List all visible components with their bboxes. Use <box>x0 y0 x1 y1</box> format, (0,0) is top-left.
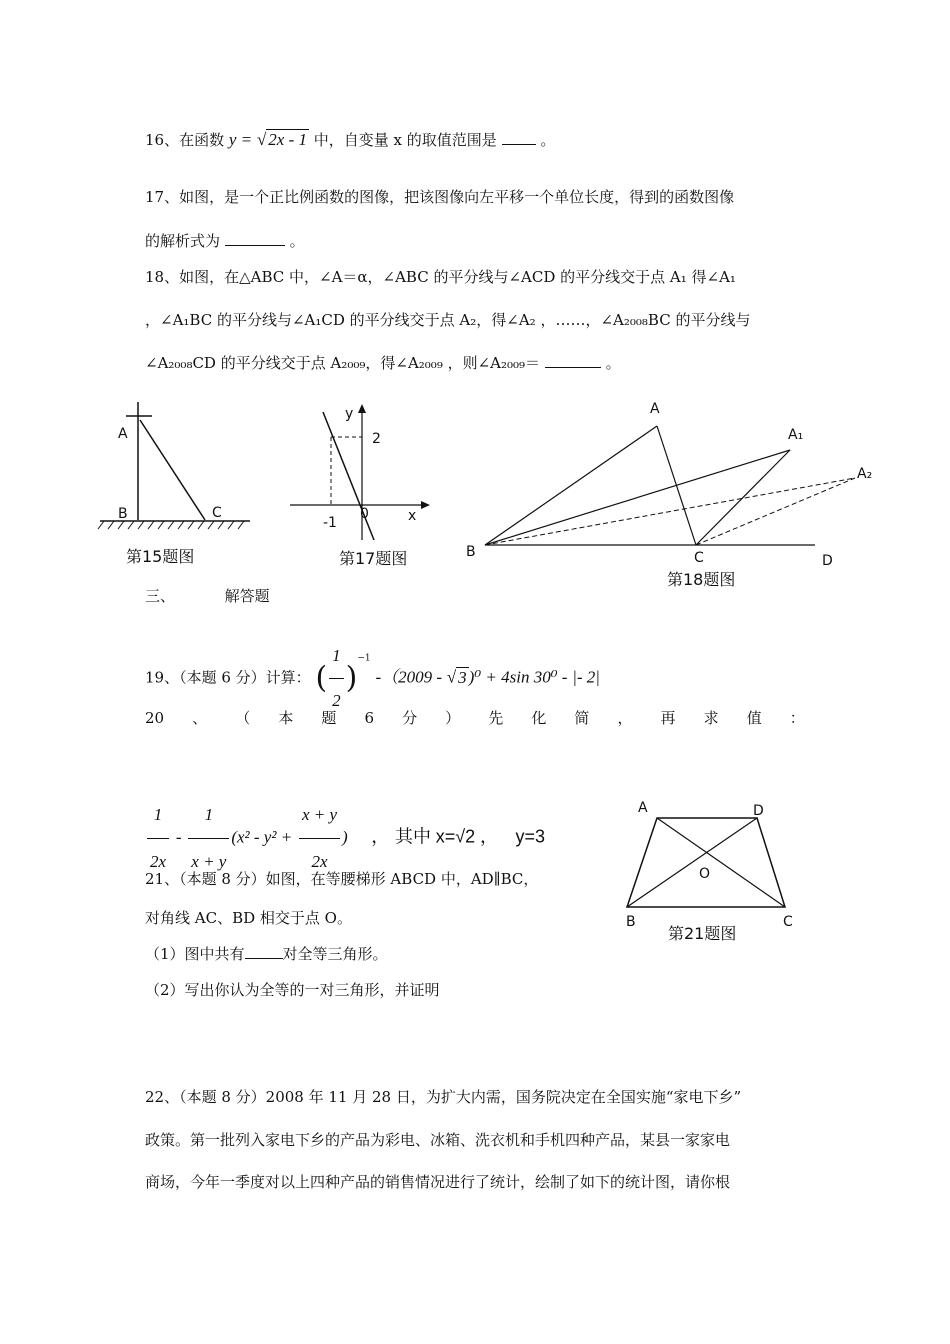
label-a: A <box>118 426 128 442</box>
label-b: B <box>118 506 128 522</box>
radicand: 2x - 1 <box>268 130 307 149</box>
question-21-sub2: （2）写出你认为全等的一对三角形，并证明 <box>145 981 440 999</box>
label-x: x <box>408 508 417 524</box>
question-19: 19、（本题 6 分）计算： ( $\frac{1}{2}$ )$^{-1}$ -（2009 - √ 3 )⁰ + 4sin 30⁰ - |- 2| <box>145 634 600 680</box>
label-b: B <box>626 914 636 930</box>
fig21-caption: 第21题图 <box>668 924 737 943</box>
fig15-caption: 第15题图 <box>126 547 195 566</box>
label-d: D <box>753 803 764 819</box>
label-neg1: -1 <box>323 515 337 531</box>
label-2: 2 <box>372 431 381 447</box>
label-origin: 0 <box>360 506 369 522</box>
label-c: C <box>694 550 704 566</box>
question-22-line1: 22、（本题 8 分）2008 年 11 月 28 日，为扩大内需，国务院决定在全国实施“家电下乡” <box>145 1088 742 1106</box>
label-a: A <box>650 401 660 417</box>
question-18-line2: ，∠A₁BC 的平分线与∠A₁CD 的平分线交于点 A₂，得∠A₂ ，……，∠A₂₀₀₈BC 的平分线与 <box>145 311 751 329</box>
question-20-expression: $\frac{1}{2x}$ - $\frac{1}{x + y}$ (x² - y² + $\frac{x + y}{2x}$ ) ， 其中 x=√2 ， y=3 <box>145 792 545 885</box>
question-18-line1: 18、如图，在△ABC 中，∠A＝α，∠ABC 的平分线与∠ACD 的平分线交于点 A₁ 得∠A₁ <box>145 268 736 286</box>
label-c: C <box>783 914 793 930</box>
question-21-line2: 对角线 AC、BD 相交于点 O。 <box>145 909 352 927</box>
question-18-line3: ∠A₂₀₀₈CD 的平分线交于点 A₂₀₀₉，得∠A₂₀₀₉ ，则∠A₂₀₀₉＝ 。 <box>145 351 621 374</box>
label-a: A <box>638 800 648 816</box>
question-22-line3: 商场，今年一季度对以上四种产品的销售情况进行了统计，绘制了如下的统计图，请你根 <box>145 1173 731 1191</box>
question-21-line1: 21、（本题 8 分）如图，在等腰梯形 ABCD 中，AD∥BC， <box>145 870 539 888</box>
label-y: y <box>345 406 354 422</box>
label-a1: A₁ <box>788 427 804 443</box>
question-22-line2: 政策。第一批列入家电下乡的产品为彩电、冰箱、洗衣机和手机四种产品，某县一家家电 <box>145 1131 731 1149</box>
question-21-sub1: （1）图中共有 对全等三角形。 <box>145 942 388 965</box>
label-o: O <box>699 866 711 882</box>
question-17-line2: 的解析式为 。 <box>145 229 305 252</box>
question-20-header: 20 、 （ 本 题 6 分 ） 先 化 简 ， 再 求 值 ： <box>145 709 805 727</box>
section-3-heading: 三、 解答题 <box>145 587 270 605</box>
label-a2: A₂ <box>857 466 873 482</box>
label-d: D <box>822 553 833 569</box>
label-c: C <box>212 505 222 521</box>
fig17-caption: 第17题图 <box>339 549 408 568</box>
label-b: B <box>466 544 476 560</box>
question-16: 16、在函数 y = √ 2x - 1 中，自变量 x 的取值范围是 。 <box>145 130 556 149</box>
fig18-caption: 第18题图 <box>667 570 736 589</box>
question-17-line1: 17、如图，是一个正比例函数的图像，把该图像向左平移一个单位长度，得到的函数图像 <box>145 188 735 206</box>
